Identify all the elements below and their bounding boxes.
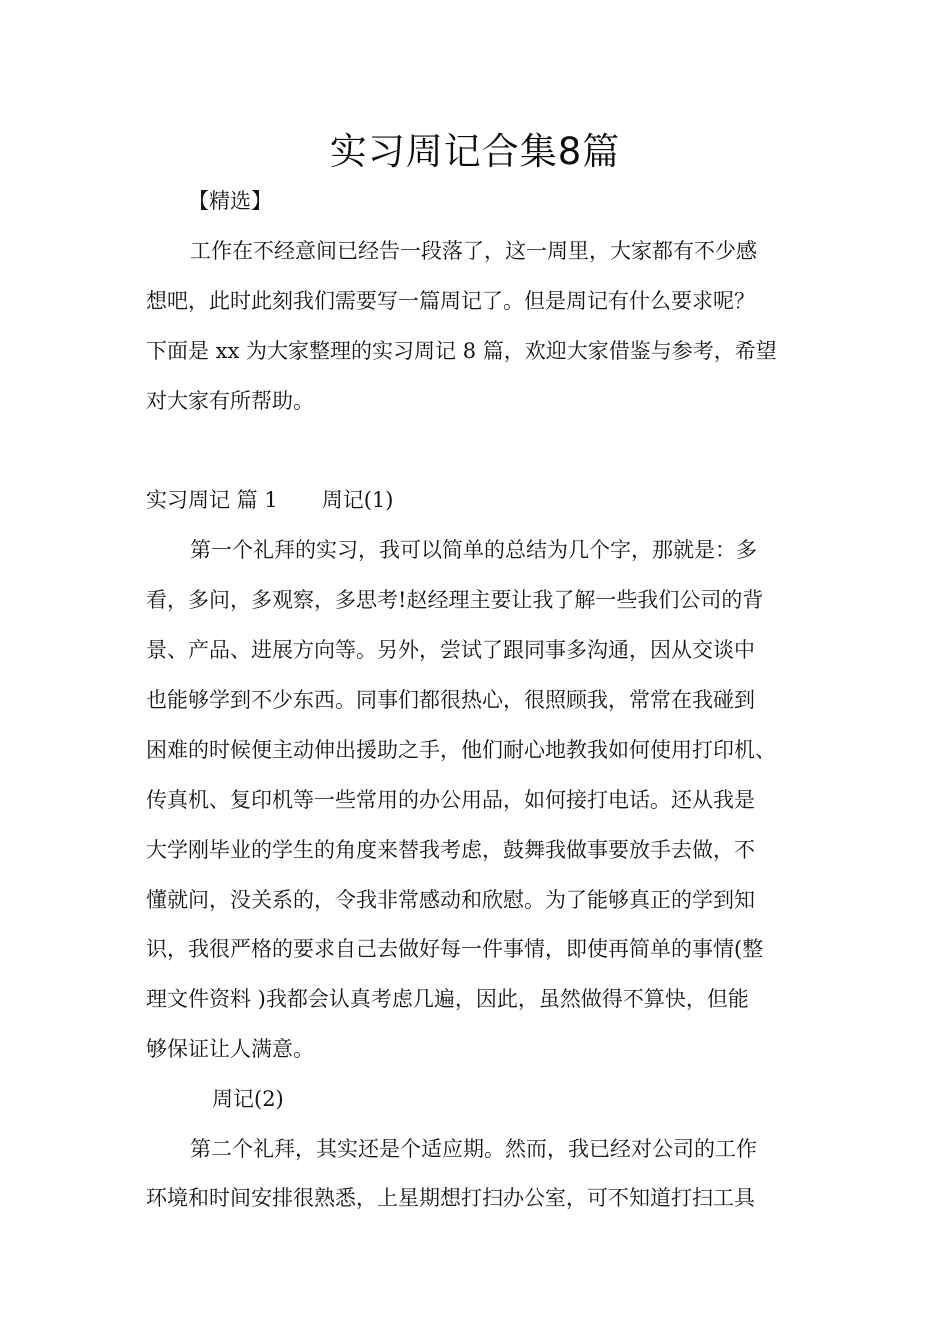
section-1-line-3: 景、产品、进展方向等。另外，尝试了跟同事多沟通，因从交谈中 (146, 638, 755, 662)
section-1-line-8: 懂就问，没关系的，令我非常感动和欣慰。为了能够真正的学到知 (146, 888, 755, 912)
section-1-line-6: 传真机、复印机等一些常用的办公用品，如何接打电话。还从我是 (146, 788, 755, 812)
intro-line-2: 想吧，此时此刻我们需要写一篇周记了。但是周记有什么要求呢？ (146, 289, 755, 313)
intro-line-1: 工作在不经意间已经告一段落了，这一周里，大家都有不少感 (190, 239, 757, 263)
section-2-subheading: 周记(2) (212, 1087, 284, 1111)
section-2-line-2: 环境和时间安排很熟悉，上星期想打扫办公室，可不知道打扫工具 (146, 1186, 755, 1210)
section-1-title: 实习周记 篇 1 (146, 488, 278, 512)
intro-line-3: 下面是 xx 为大家整理的实习周记 8 篇，欢迎大家借鉴与参考，希望 (146, 339, 777, 363)
section-2-line-1: 第二个礼拜，其实还是个适应期。然而，我已经对公司的工作 (190, 1137, 757, 1161)
section-1-line-7: 大学刚毕业的学生的角度来替我考虑，鼓舞我做事要放手去做，不 (146, 838, 755, 862)
intro-line-4: 对大家有所帮助。 (146, 389, 314, 413)
section-1-line-10: 理文件资料 )我都会认真考虑几遍，因此，虽然做得不算快，但能 (146, 987, 749, 1011)
section-1-heading (146, 485, 393, 515)
document-title: 实习周记合集8篇 (329, 130, 621, 173)
section-1-line-11: 够保证让人满意。 (146, 1037, 314, 1061)
section-1-line-2: 看，多问，多观察，多思考!赵经理主要让我了解一些我们公司的背 (146, 588, 764, 612)
selected-tag: 【精选】 (188, 189, 272, 213)
section-1-line-9: 识，我很严格的要求自己去做好每一件事情，即使再简单的事情(整 (146, 937, 764, 961)
section-1-subheading: 周记(1) (321, 488, 394, 512)
section-1-line-5: 困难的时候便主动伸出援助之手，他们耐心地教我如何使用打印机、 (146, 738, 776, 762)
section-1-line-4: 也能够学到不少东西。同事们都很热心，很照顾我，常常在我碰到 (146, 688, 755, 712)
section-1-line-1: 第一个礼拜的实习，我可以简单的总结为几个字，那就是：多 (190, 538, 757, 562)
